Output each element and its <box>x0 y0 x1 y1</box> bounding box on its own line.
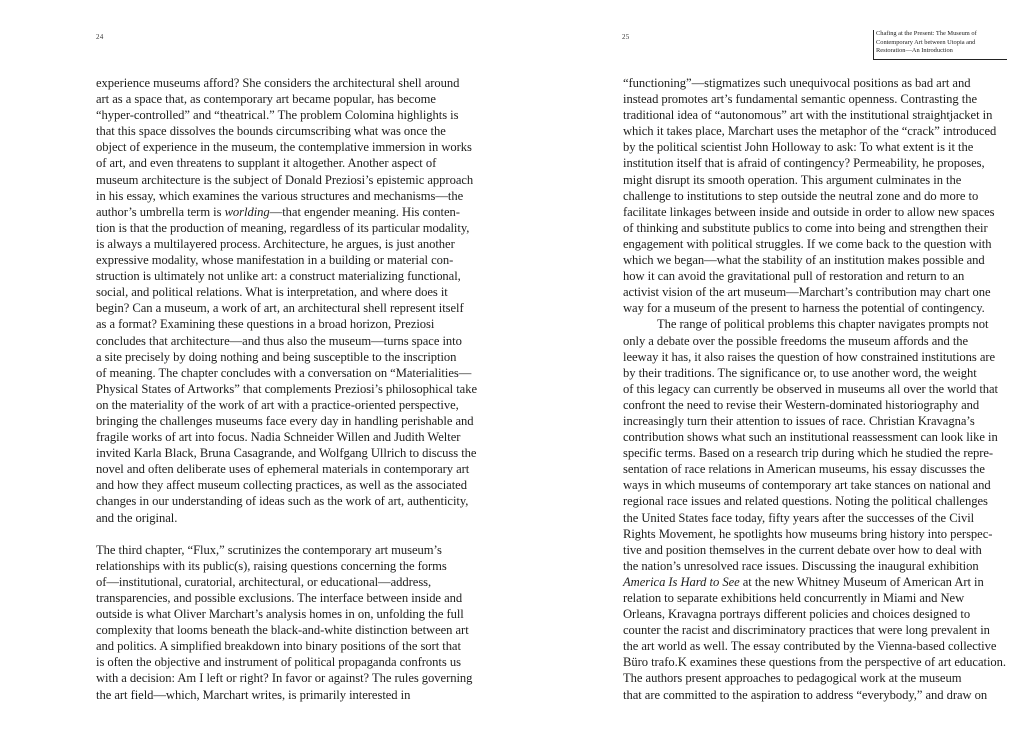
left-body-text <box>96 75 477 703</box>
text-line: sentation of race relations in American museums, his essay discusses the <box>623 462 985 477</box>
text-line: Büro trafo.K examines these questions from the perspective of art education. <box>623 655 1006 670</box>
text-line: on the materiality of the work of art with a practice-oriented perspective, <box>96 397 459 412</box>
text-line: object of experience in the museum, the contemplative immersion in works <box>96 140 472 155</box>
text-line: confront the need to revise their Western-dominated historiography and <box>623 397 980 412</box>
text-line: activist vision of the art museum—Marchart’s contribution may chart one <box>623 285 991 300</box>
text-line: bringing the challenges museums face every day in handling perishable and <box>96 413 474 428</box>
text-line: specific terms. Based on a research trip during which he studied the repre- <box>623 446 994 461</box>
text-line: Orleans, Kravagna portrays different policies and choices designed to <box>623 607 971 622</box>
right-body-text <box>623 75 1006 703</box>
text-line: transparencies, and possible exclusions. The interface between inside and <box>96 591 463 605</box>
text-line: changes in our understanding of ideas such as the work of art, authenticity, <box>96 494 469 509</box>
text-line: institution itself that is afraid of contingency? Permeability, he proposes, <box>623 156 985 171</box>
text-line: complexity that looms beneath the black-and-white distinction between art <box>96 623 469 638</box>
text-line: and how they affect museum collecting practices, as well as the associated <box>96 478 467 493</box>
text-line: author’s umbrella term is worlding—that engender meaning. His conten- <box>96 204 460 219</box>
text-line: facilitate linkages between inside and outside in order to allow new spaces <box>623 204 995 219</box>
text-line: leeway it has, it also raises the question of how constrained institutions are <box>623 349 996 364</box>
text-line: Rights Movement, he spotlights how museums bring history into perspec- <box>623 526 993 541</box>
text-line: begin? Can a museum, a work of art, an architectural shell represent itself <box>96 301 464 316</box>
italic-title: worlding <box>224 204 270 219</box>
text-line: expressive modality, whose manifestation in a building or material con- <box>96 253 454 268</box>
text-line: outside is what Oliver Marchart’s analysis homes in on, unfolding the full <box>96 607 464 622</box>
text-line: way for a museum of the present to harness the potential of contingency. <box>623 301 985 316</box>
text-line: The range of political problems this chapter navigates prompts not <box>657 317 989 332</box>
text-line: that are committed to the aspiration to address “everybody,” and draw on <box>623 687 988 702</box>
text-line: might disrupt its smooth operation. This argument culminates in the <box>623 172 962 187</box>
paragraph-gap <box>96 526 466 542</box>
text-line: ways in which museums of contemporary art take stances on national and <box>623 478 991 493</box>
text-line: struction is ultimately not unlike art: a construct materializing functional, <box>96 269 461 284</box>
text-line: art as a space that, as contemporary art became popular, has become <box>96 92 436 107</box>
text-line: relation to separate exhibitions held concurrently in Miami and New <box>623 591 965 605</box>
text-line: museum architecture is the subject of Donald Preziosi’s epistemic approach <box>96 172 474 187</box>
text-line: the art field—which, Marchart writes, is primarily interested in <box>96 687 411 702</box>
text-line: which it takes place, Marchart uses the metaphor of the “crack” introduced <box>623 124 997 139</box>
text-line: tive and position themselves in the current debate over how to deal with <box>623 542 982 557</box>
text-line: relationships with its public(s), raising questions concerning the forms <box>96 558 447 573</box>
italic-title: America Is Hard to See <box>623 574 740 589</box>
running-head <box>873 30 1007 60</box>
page-number-left: 24 <box>96 33 104 41</box>
text-line: by their traditions. The significance or, to use another word, the weight <box>623 365 977 380</box>
text-line: which we began—what the stability of an institution makes possible and <box>623 253 985 268</box>
text-line: engagement with political struggles. If we come back to the question with <box>623 236 992 251</box>
text-line: with a decision: Am I left or right? In favor or against? The rules governing <box>96 671 473 686</box>
text-line: as a format? Examining these questions in a broad horizon, Preziosi <box>96 317 435 332</box>
text-line: of meaning. The chapter concludes with a conversation on “Materialities— <box>96 365 472 380</box>
text-line: and the original. <box>96 510 178 525</box>
running-head-line: Restoration—An Introduction <box>876 47 953 55</box>
text-line: a site precisely by doing nothing and being susceptible to the inscription <box>96 349 457 364</box>
text-line: is often the objective and instrument of political propaganda confronts us <box>96 655 461 670</box>
text-line: of thinking and substitute publics to come into being and strengthen their <box>623 220 988 235</box>
text-line: of—institutional, curatorial, architectural, or educational—address, <box>96 574 432 589</box>
text-line: the nation’s unresolved race issues. Discussing the inaugural exhibition <box>623 558 979 573</box>
text-line: instead promotes art’s fundamental semantic openness. Contrasting the <box>623 92 977 107</box>
text-line: that this space dissolves the bounds circumscribing what was once the <box>96 124 446 139</box>
text-line: is always a multilayered process. Architecture, he argues, is just another <box>96 236 455 251</box>
text-line: “functioning”—stigmatizes such unequivocal positions as bad art and <box>623 76 971 90</box>
text-line: challenge to institutions to step outside the neutral zone and do more to <box>623 188 979 203</box>
text-line: invited Karla Black, Bruna Casagrande, and Wolfgang Ullrich to discuss the <box>96 446 477 461</box>
text-line: by the political scientist John Holloway to ask: To what extent is it the <box>623 140 974 155</box>
text-line: Physical States of Artworks” that complements Preziosi’s philosophical take <box>96 381 477 396</box>
text-line: only a debate over the possible freedoms the museum affords and the <box>623 333 969 348</box>
text-line: counter the racist and discriminatory practices that were long prevalent in <box>623 623 990 638</box>
text-line: traditional idea of “autonomous” art with the institutional straightjacket in <box>623 108 993 123</box>
right-page <box>512 0 1024 736</box>
text-line: in his essay, which examines the various structures and mechanisms—the <box>96 188 464 203</box>
text-line: experience museums afford? She considers the architectural shell around <box>96 76 460 90</box>
text-line: of art, and even threatens to supplant it altogether. Another aspect of <box>96 156 437 171</box>
text-line: novel and often deliberate uses of ephemeral materials in contemporary art <box>96 462 470 477</box>
running-head-line: Chafing at the Present: The Museum of <box>876 30 977 37</box>
text-line: and politics. A simplified breakdown into binary positions of the sort that <box>96 639 461 654</box>
text-line: social, and political relations. What is interpretation, and where does it <box>96 285 448 300</box>
text-line: fragile works of art into focus. Nadia Schneider Willen and Judith Welter <box>96 430 461 445</box>
text-line: “hyper-controlled” and “theatrical.” The problem Colomina highlights is <box>96 108 459 123</box>
text-line: concludes that architecture—and thus also the museum—turns space into <box>96 333 462 348</box>
text-line: The authors present approaches to pedagogical work at the museum <box>623 671 962 686</box>
page-number-right: 25 <box>622 33 630 41</box>
text-line: how it can avoid the gravitational pull of restoration and return to an <box>623 269 965 284</box>
running-head-line: Contemporary Art between Utopia and <box>876 38 976 46</box>
text-line: the United States face today, fifty years after the successes of the Civil <box>623 510 975 525</box>
text-line: tion is that the production of meaning, regardless of its particular modality, <box>96 220 470 235</box>
text-line: of this legacy can currently be observed in museums all over the world that <box>623 381 998 396</box>
text-line: increasingly turn their attention to issues of race. Christian Kravagna’s <box>623 413 975 428</box>
text-line: the art world as well. The essay contributed by the Vienna-based collective <box>623 639 997 654</box>
text-line: regional race issues and related questions. Noting the political challenges <box>623 494 988 509</box>
text-line: The third chapter, “Flux,” scrutinizes the contemporary art museum’s <box>96 542 442 557</box>
text-line: America Is Hard to See at the new Whitney Museum of American Art in <box>623 574 984 589</box>
text-line: contribution shows what such an institutional reassessment can look like in <box>623 430 998 445</box>
